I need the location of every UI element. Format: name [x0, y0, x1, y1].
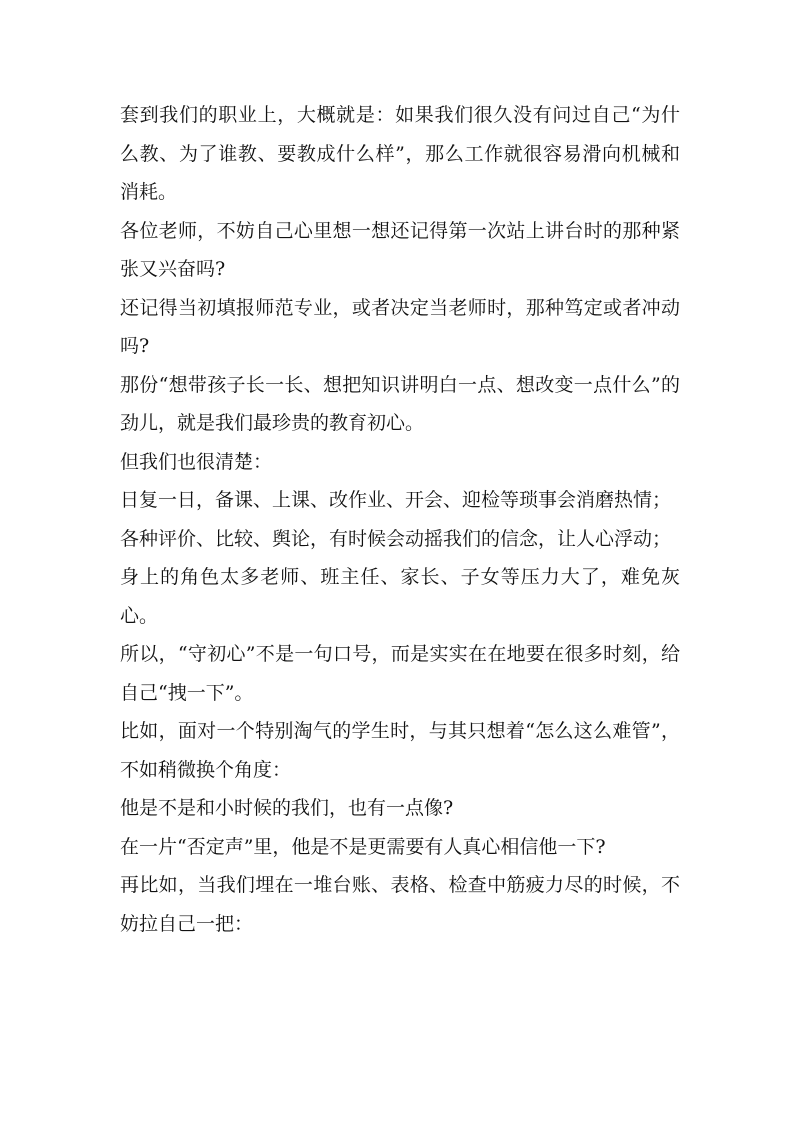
document-body [120, 96, 680, 943]
paragraph-8: 身上的角色太多老师、班主任、家长、子女等压力大了，难免灰心。 [120, 566, 680, 627]
paragraph-7: 各种评价、比较、舆论，有时候会动摇我们的信念，让人心浮动； [120, 527, 672, 550]
paragraph-1: 套到我们的职业上，大概就是：如果我们很久没有问过自己“为什么教、为了谁教、要教成什么样”，那么工作就很容易滑向机械和消耗。 [120, 104, 680, 203]
paragraph-10: 比如，面对一个特别淘气的学生时，与其只想着“怎么这么难管”，不如稍微换个角度： [120, 720, 680, 781]
paragraph-3: 还记得当初填报师范专业，或者决定当老师时，那种笃定或者冲动吗? [120, 296, 680, 357]
paragraph-13: 再比如，当我们埋在一堆台账、表格、检查中筋疲力尽的时候，不妨拉自己一把： [120, 874, 680, 935]
paragraph-2: 各位老师，不妨自己心里想一想还记得第一次站上讲台时的那种紧张又兴奋吗? [120, 219, 680, 280]
paragraph-12: 在一片“否定声”里，他是不是更需要有人真心相信他一下? [120, 835, 606, 858]
paragraph-11: 他是不是和小时候的我们，也有一点像? [120, 797, 454, 819]
paragraph-9: 所以，“守初心”不是一句口号，而是实实在在地要在很多时刻，给自己“拽一下”。 [120, 643, 680, 704]
paragraph-6: 日复一日，备课、上课、改作业、开会、迎检等琐事会消磨热情； [120, 489, 672, 511]
paragraph-5: 但我们也很清楚： [120, 450, 273, 473]
paragraph-4: 那份“想带孩子长一长、想把知识讲明白一点、想改变一点什么”的劲儿，就是我们最珍贵的教育初心。 [120, 373, 680, 434]
